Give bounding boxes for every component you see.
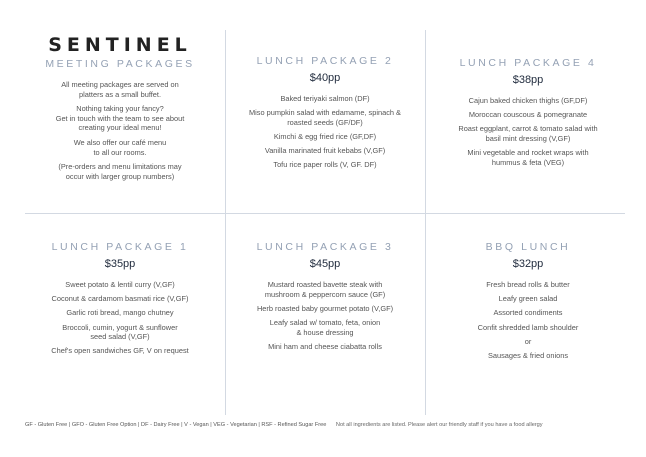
- menu-item: Roast eggplant, carrot & tomato salad with basil mint dressing (V,GF): [458, 124, 598, 143]
- menu-item: Herb roasted baby gourmet potato (V,GF): [256, 303, 394, 313]
- menu-item: Chef's open sandwiches GF, V on request: [51, 346, 189, 356]
- package-title: LUNCH PACKAGE 4: [459, 57, 597, 69]
- package-title: LUNCH PACKAGE 3: [256, 241, 394, 253]
- package-lunch-1: [20, 240, 220, 361]
- menu-item: Vanilla marinated fruit kebabs (V,GF): [264, 146, 386, 156]
- intro-text: Nothing taking your fancy? Get in touch with the team to see about creating your ideal menu!: [55, 104, 185, 133]
- package-price: $40pp: [309, 72, 341, 84]
- intro-text: (Pre-orders and menu limitations may occur with larger group numbers): [58, 162, 182, 181]
- dietary-legend-footer: [25, 422, 543, 428]
- menu-item: Tofu rice paper rolls (V, GF. DF): [273, 160, 377, 170]
- menu-item: Sweet potato & lentil curry (V,GF): [65, 280, 175, 289]
- allergy-note: Not all ingredients are listed. Please alert our friendly staff if you have a food allergy: [335, 422, 543, 428]
- divider-horizontal: [25, 213, 625, 214]
- package-lunch-3: [225, 240, 425, 356]
- package-title: LUNCH PACKAGE 2: [256, 55, 394, 67]
- menu-item: Garlic roti bread, mango chutney: [66, 308, 174, 318]
- menu-item: Sausages & fried onions: [487, 350, 569, 360]
- package-lunch-2: [225, 54, 425, 175]
- menu-item: Broccoli, cumin, yogurt & sunflower seed salad (V,GF): [62, 322, 178, 342]
- package-bbq-lunch: [428, 240, 628, 365]
- package-price: $45pp: [309, 258, 341, 270]
- intro-text: All meeting packages are served on platters as a small buffet.: [61, 80, 179, 99]
- menu-item: Moroccan couscous & pomegranate: [468, 110, 588, 120]
- dietary-legend: GF - Gluten Free | GFO - Gluten Free Option | DF - Dairy Free | V - Vegan | VEG - Vegetarian | RSF - Refined Sugar Free: [25, 422, 327, 428]
- menu-item: or: [524, 336, 532, 346]
- package-price: $32pp: [512, 258, 544, 270]
- menu-item: Cajun baked chicken thighs (GF,DF): [468, 96, 588, 105]
- page-subtitle: MEETING PACKAGES: [45, 58, 195, 70]
- package-price: $35pp: [104, 258, 136, 270]
- menu-item: Baked teriyaki salmon (DF): [280, 94, 370, 103]
- menu-item: Assorted condiments: [493, 308, 563, 318]
- menu-item: Leafy green salad: [498, 294, 558, 304]
- menu-item: Coconut & cardamom basmati rice (V,GF): [51, 294, 189, 304]
- brand-logo: SENTINEL: [48, 34, 192, 56]
- menu-item: Mini ham and cheese ciabatta rolls: [268, 341, 382, 351]
- menu-item: Mustard roasted bavette steak with mushroom & peppercorn sauce (GF): [264, 280, 386, 299]
- package-price: $38pp: [512, 74, 544, 86]
- menu-item: Mini vegetable and rocket wraps with hummus & feta (VEG): [467, 148, 589, 167]
- package-lunch-4: [428, 56, 628, 172]
- menu-item: Fresh bread rolls & butter: [486, 280, 570, 289]
- menu-item: Miso pumpkin salad with edamame, spinach & roasted seeds (GF/DF): [249, 108, 401, 127]
- menu-item: Kimchi & egg fried rice (GF,DF): [273, 131, 377, 141]
- package-title: LUNCH PACKAGE 1: [51, 241, 189, 253]
- intro-text: We also offer our café menu to all our rooms.: [73, 137, 167, 157]
- package-title: BBQ LUNCH: [485, 241, 571, 253]
- menu-item: Confit shredded lamb shoulder: [477, 322, 579, 332]
- intro-section: [20, 34, 220, 186]
- menu-item: Leafy salad w/ tomato, feta, onion & house dressing: [269, 317, 381, 337]
- divider-vertical-2: [425, 30, 426, 415]
